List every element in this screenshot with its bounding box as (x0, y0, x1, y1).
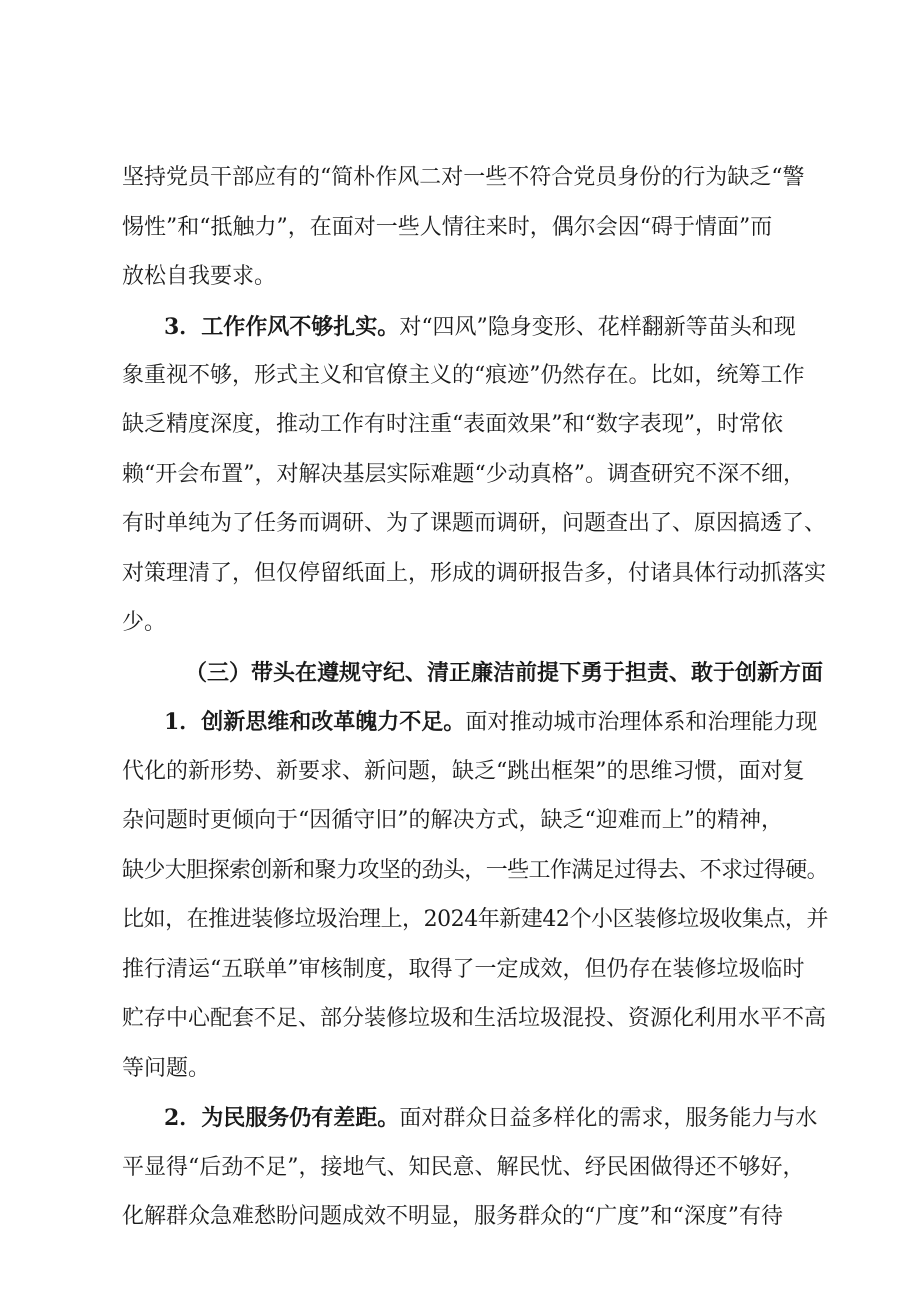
text-line: 坚持党员干部应有的“简朴作风二对一些不符合党员身份的行为缺乏“警 (122, 165, 805, 190)
text-line: 平显得“后劲不足”，接地气、知民意、解民忧、纾民困做得还不够好， (122, 1155, 805, 1180)
subheading-line: 1．创新思维和改革魄力不足。面对推动城市治理体系和治理能力现 (164, 709, 818, 735)
text-line: 缺乏精度深度，推动工作有时注重“表面效果”和“数字表现”，时常依 (122, 412, 783, 437)
text-line: 缺少大胆探索创新和聚力攻坚的劲头，一些工作满足过得去、不求过得硬。 (122, 858, 829, 883)
text-line: 推行清运“五联单”审核制度，取得了一定成效，但仍存在装修垃圾临时 (122, 957, 805, 982)
text-line: 化解群众急难愁盼问题成效不明显，服务群众的“广度”和“深度”有待 (122, 1204, 783, 1229)
subheading-label: 3．工作作风不够扎实。 (164, 314, 400, 340)
section-heading: （三）带头在遵规守纪、清正廉洁前提下勇于担责、敢于创新方面 (185, 660, 824, 686)
text-line: 贮存中心配套不足、部分装修垃圾和生活垃圾混投、资源化利用水平不高 (122, 1006, 827, 1031)
subheading-line: 3．工作作风不够扎实。对“四风”隐身变形、花样翻新等苗头和现 (164, 314, 796, 340)
text-line: 有时单纯为了任务而调研、为了课题而调研，问题查出了、原因搞透了、 (122, 511, 827, 536)
text-line: 比如，在推进装修垃圾治理上，2024年新建42个小区装修垃圾收集点，并 (122, 907, 828, 932)
subheading-label: 2．为民服务仍有差距。 (164, 1105, 400, 1131)
text-line: 杂问题时更倾向于“因循守旧”的解决方式，缺乏“迎难而上”的精神， (122, 808, 783, 833)
text-line: 等问题。 (122, 1056, 211, 1081)
text-line: 惕性”和“抵触力”，在面对一些人情往来时，偶尔会因“碍于情面”而 (122, 215, 773, 240)
text-line: 对策理清了，但仅停留纸面上，形成的调研报告多，付诸具体行动抓落实 (122, 561, 827, 586)
subheading-label: 1．创新思维和改革魄力不足。 (164, 709, 466, 735)
subheading-line: 2．为民服务仍有差距。面对群众日益多样化的需求，服务能力与水 (164, 1105, 818, 1131)
text-line: 放松自我要求。 (122, 264, 277, 289)
text-line: 赖“开会布置”，对解决基层实际难题“少动真格”。调查研究不深不细， (122, 462, 805, 487)
text-line: 象重视不够，形式主义和官僚主义的“痕迹”仍然存在。比如，统筹工作 (122, 363, 805, 388)
text-line: 代化的新形势、新要求、新问题，缺乏“跳出框架”的思维习惯，面对复 (122, 759, 805, 784)
text-line: 少。 (122, 610, 167, 635)
